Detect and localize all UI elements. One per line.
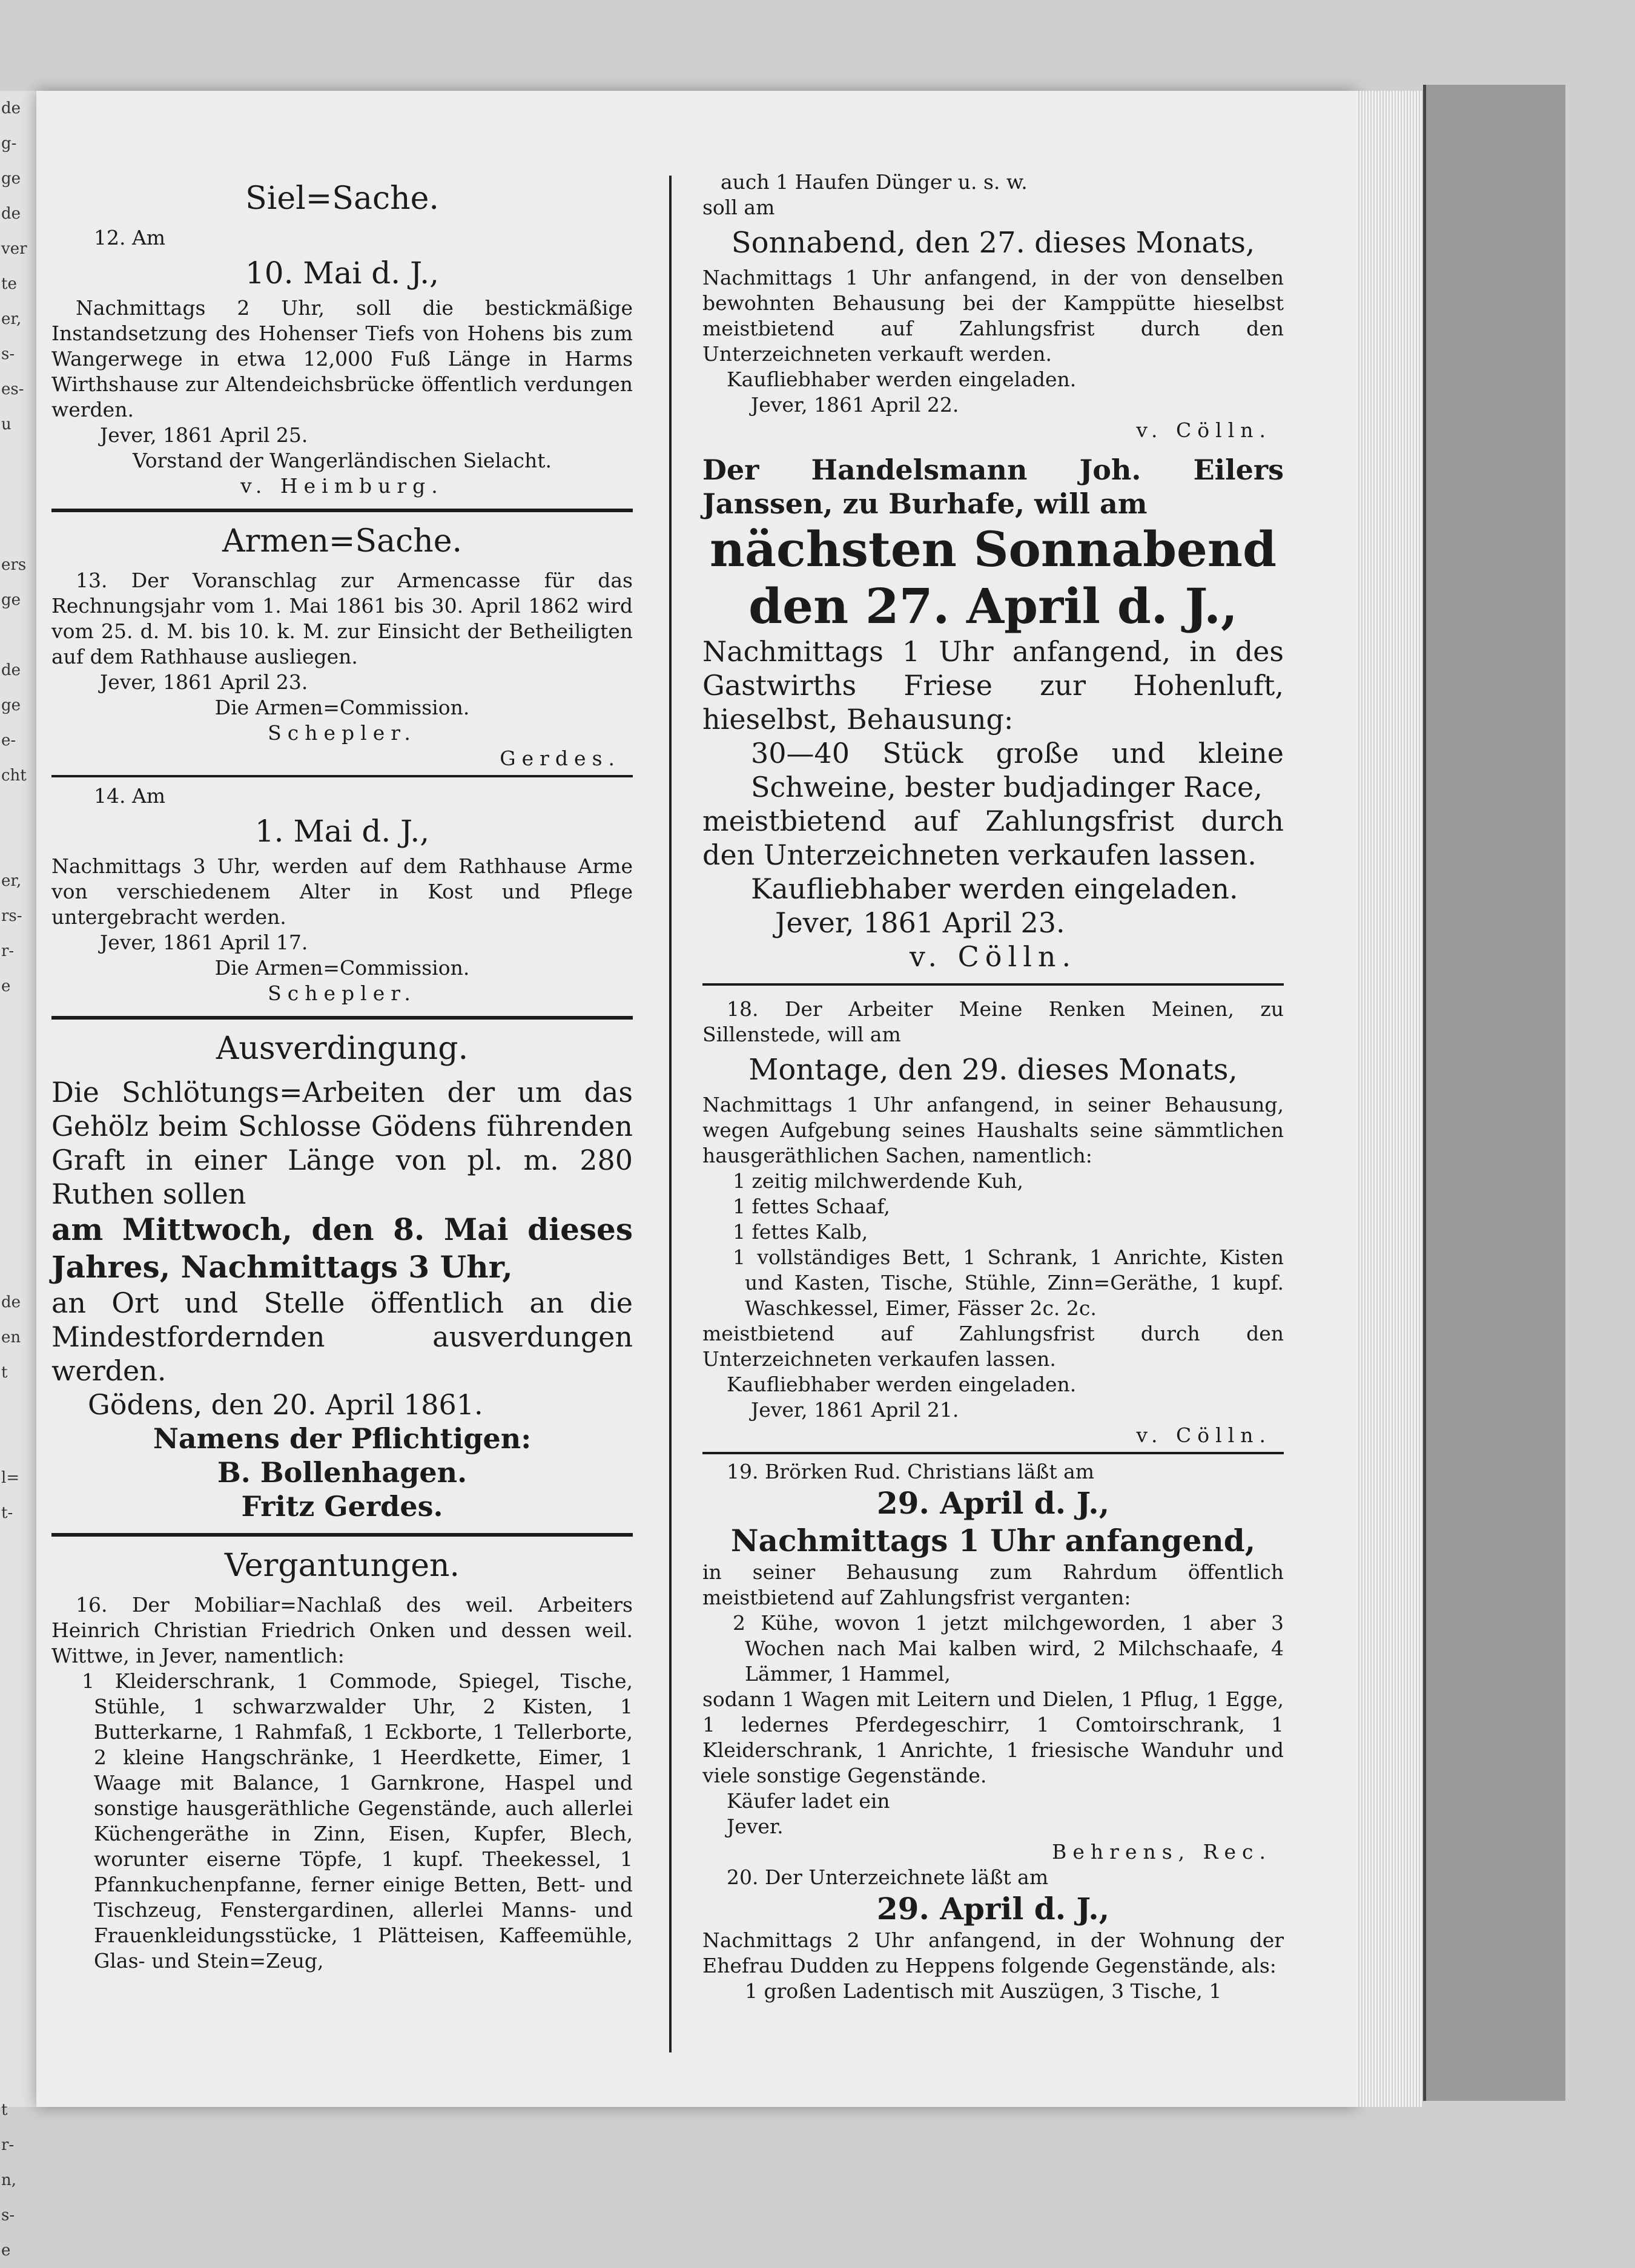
left-page-edge [0, 91, 38, 2260]
list-item: 1 vollständiges Bett, 1 Schrank, 1 Anrichte, Kisten und Kasten, Tische, Stühle, Zinn=Geräthe, 1 kupf. Waschkessel, Eimer, Fässer 2c. 2c. [733, 1245, 1284, 1320]
notice-text: 19. Brörken Rud. Christians läßt am [727, 1460, 1095, 1483]
margin-fragment: cht [1, 766, 27, 785]
margin-fragment: e [1, 977, 11, 995]
notice-text: 30—40 Stück große und kleine Schweine, bester budjadinger Race, [751, 737, 1284, 803]
place-date: Jever, 1861 April 21. [751, 1398, 959, 1422]
organisation: Die Armen=Commission. [214, 696, 470, 719]
margin-fragment: r- [1, 942, 15, 960]
margin-fragment [0, 1636, 36, 1671]
notice-date: Sonnabend, den 27. dieses Monats, [731, 226, 1255, 260]
margin-fragment [0, 1390, 36, 1425]
signer: v. Heimburg. [240, 474, 444, 498]
signer: v. Cölln. [1136, 1423, 1272, 1447]
notice-date: am Mittwoch, den 8. Mai dieses Jahres, Nachmittags 3 Uhr, [51, 1211, 633, 1285]
siel-notice [51, 180, 633, 499]
margin-fragment: ver [1, 240, 27, 258]
margin-fragment: t- [1, 1504, 13, 1522]
margin-fragment [0, 1039, 36, 1074]
margin-fragment [0, 1987, 36, 2022]
notice-text: Nachmittags 3 Uhr, werden auf dem Rathhause Arme von verschiedenem Alter in Kost und Pflege untergebracht werden. [51, 854, 633, 929]
notice-text: meistbietend auf Zahlungsfrist durch den Unterzeichneten verkaufen lassen. [702, 805, 1284, 871]
christians-notice [702, 1459, 1284, 1865]
margin-fragment [0, 1847, 36, 1882]
margin-fragment [0, 1004, 36, 1039]
margin-fragment: n, [1, 2171, 17, 2189]
notice-text: soll am [702, 196, 775, 219]
place: Jever. [727, 1815, 784, 1838]
place-date: Jever, 1861 April 23. [100, 670, 308, 694]
meinen-notice [702, 997, 1284, 1448]
place-date: Jever, 1861 April 25. [100, 423, 308, 447]
section-rule [702, 983, 1284, 986]
margin-fragment [0, 2057, 36, 2092]
notice-text: Nachmittags 2 Uhr anfangend, in der Wohnung der Ehefrau Dudden zu Heppens folgende Gegenstände, als: [702, 1928, 1284, 1977]
notice-text: in seiner Behausung zum Rahrdum öffentlich meistbietend auf Zahlungsfrist verganten: [702, 1560, 1284, 1609]
place-date: Jever, 1861 April 17. [100, 931, 308, 954]
notice-text: 13. Der Voranschlag zur Armencasse für das Rechnungsjahr vom 1. Mai 1861 bis 30. April 1862 wird vom 25. d. M. bis 10. k. M. zur Einsicht der Betheiligten auf dem Rathhause ausliegen. [51, 569, 633, 668]
place-date: Gödens, den 20. April 1861. [88, 1388, 483, 1421]
notice-number: 14. Am [94, 784, 166, 808]
invitation: Käufer ladet ein [727, 1789, 890, 1813]
notice-text: meistbietend auf Zahlungsfrist durch den Unterzeichneten verkaufen lassen. [702, 1322, 1284, 1371]
section-rule [51, 509, 633, 512]
organisation: Namens der Pflichtigen: [153, 1422, 532, 1455]
signer: B. Bollenhagen. [217, 1456, 467, 1489]
invitation: Kaufliebhaber werden eingeladen. [727, 1373, 1077, 1396]
invitation: Kaufliebhaber werden eingeladen. [751, 872, 1238, 905]
notice-text: Nachmittags 1 Uhr anfangend, in seiner Behausung, wegen Aufgebung seines Haushalts seine sämmtlichen hausgeräthlichen Sachen, namentlich: [702, 1093, 1284, 1167]
margin-fragment [0, 1671, 36, 1706]
section-title: Vergantungen. [224, 1548, 460, 1584]
notice-text: 18. Der Arbeiter Meine Renken Meinen, zu Sillenstede, will am [702, 997, 1284, 1046]
notice-date: nächsten Sonnabend [709, 521, 1277, 578]
notice-text: Der Handelsmann Joh. Eilers Janssen, zu Burhafe, will am [702, 453, 1284, 520]
book-cover [1423, 85, 1565, 2101]
margin-fragment: t [1, 1363, 8, 1382]
margin-fragment: t [1, 2101, 8, 2119]
margin-fragment [0, 477, 36, 512]
notice-date: 10. Mai d. J., [245, 255, 440, 291]
margin-fragment: er, [1, 310, 22, 328]
margin-fragment: e- [1, 731, 16, 750]
section-title: Armen=Sache. [222, 523, 463, 559]
notice-text: an Ort und Stelle öffentlich an die Mindestfordernden ausverdungen werden. [51, 1287, 633, 1387]
item-list: 1 Kleiderschrank, 1 Commode, Spiegel, Tische, Stühle, 1 schwarzwalder Uhr, 2 Kisten, 1 Butterkarne, 1 Rahmfaß, 1 Eckborte, 1 Tellerborte, 2 kleine Hangschränke, 1 Heerdkette, Eimer, 1 Waage mit Balance, 1 Garnkrone, Haspel und sonstige hausgeräthliche Gegenstände, auch allerlei Küchengeräthe in Zinn, Eisen, Kupfer, Blech, worunter eiserne Töpfe, 1 kupf. Theekessel, 1 Pfannkuchenpfanne, ferner einige Betten, Bett- und Tischzeug, Fenstergardinen, allerlei Manns- und Frauenkleidungsstücke, 1 Plätteisen, Kaffeemühle, Glas- und Stein=Zeug, [82, 1669, 633, 1973]
margin-fragment [0, 618, 36, 653]
margin-fragment: ge [1, 170, 21, 188]
margin-fragment [0, 1074, 36, 1109]
eilers-notice [702, 453, 1284, 974]
notice-date: 29. April d. J., [876, 1891, 1110, 1927]
margin-fragment: s- [1, 345, 15, 363]
notice-text: Nachmittags 1 Uhr anfangend, in der von denselben bewohnten Behausung bei der Kamppütte hieselbst meistbietend auf Zahlungsfrist durch den Unterzeichneten verkauft werden. [702, 266, 1284, 366]
margin-fragment: u [1, 415, 12, 433]
margin-fragment: rs- [1, 907, 22, 925]
notice-text: 16. Der Mobiliar=Nachlaß des weil. Arbeiters Heinrich Christian Friedrich Onken und dessen weil. Wittwe, in Jever, namentlich: [51, 1593, 633, 1667]
notice-text: auch 1 Haufen Dünger u. s. w. [721, 170, 1028, 194]
margin-fragment [0, 1811, 36, 1847]
margin-fragment [0, 1250, 36, 1285]
margin-fragment [0, 1425, 36, 1460]
margin-fragment: ge [1, 696, 21, 714]
place-date: Jever, 1861 April 22. [751, 393, 959, 417]
left-column [51, 170, 633, 1974]
margin-fragment: de [1, 1293, 21, 1311]
right-column [702, 170, 1284, 2004]
margin-fragment: ge [1, 591, 21, 609]
margin-fragment [0, 1215, 36, 1250]
margin-fragment [0, 442, 36, 477]
place-date: Jever, 1861 April 23. [775, 906, 1065, 939]
margin-fragment: l= [1, 1469, 20, 1487]
ausverdingung-notice [51, 1030, 633, 1523]
section-rule [51, 1533, 633, 1537]
list-item: 1 fettes Kalb, [733, 1220, 868, 1244]
organisation: Vorstand der Wangerländischen Sielacht. [132, 449, 552, 472]
margin-fragment: de [1, 205, 21, 223]
signer: Schepler. [268, 981, 417, 1005]
page-edges [1356, 91, 1423, 2107]
section-title: Siel=Sache. [245, 180, 439, 217]
notice-text: 1 großen Ladentisch mit Auszügen, 3 Tische, 1 [745, 1979, 1222, 2003]
armen-notice-2 [51, 783, 633, 1006]
list-item: 1 zeitig milchwerdende Kuh, [733, 1169, 1024, 1193]
section-title: Ausverdingung. [216, 1030, 469, 1067]
notice-date: Montage, den 29. dieses Monats, [748, 1053, 1238, 1087]
signer: v. Cölln. [1136, 418, 1272, 442]
margin-fragment [0, 1952, 36, 1987]
notice-number: 12. Am [94, 226, 166, 249]
organisation: Die Armen=Commission. [214, 956, 470, 980]
dudden-notice [702, 1865, 1284, 2004]
signer: Gerdes. [500, 747, 621, 770]
margin-fragment: es- [1, 380, 24, 398]
signer: Schepler. [268, 721, 417, 745]
signer: v. Cölln. [909, 940, 1077, 973]
signer: Fritz Gerdes. [241, 1490, 443, 1523]
notice-text: Nachmittags 1 Uhr anfangend, in des Gastwirths Friese zur Hohenluft, hieselbst, Behausung: [702, 635, 1284, 736]
section-rule [702, 1452, 1284, 1454]
margin-fragment [0, 1566, 36, 1601]
margin-fragment [0, 1144, 36, 1179]
margin-fragment [0, 828, 36, 863]
notice-text: Nachmittags 2 Uhr, soll die bestickmäßige Instandsetzung des Hohenser Tiefs von Hohens bis zum Wangerwege in etwa 12,000 Fuß Länge in Harms Wirthshause zur Altendeichsbrücke öffentlich verdungen werden. [51, 296, 633, 421]
vergantungen-notice [51, 1548, 633, 1974]
margin-fragment: r- [1, 2136, 15, 2154]
continued-notice [702, 170, 1284, 443]
notice-text: 20. Der Unterzeichnete läßt am [727, 1865, 1049, 1889]
margin-fragment [0, 1109, 36, 1144]
margin-fragment [0, 1741, 36, 1776]
margin-fragment [0, 1601, 36, 1636]
notice-date: 29. April d. J., [876, 1485, 1110, 1521]
margin-fragment: er, [1, 872, 22, 890]
margin-fragment [0, 1776, 36, 1811]
margin-fragment: te [1, 275, 17, 293]
margin-fragment [0, 1706, 36, 1741]
column-divider [669, 176, 672, 2052]
notice-time: Nachmittags 1 Uhr anfangend, [730, 1523, 1256, 1558]
margin-fragment: ers [1, 556, 27, 574]
notice-text: Die Schlötungs=Arbeiten der um das Gehölz beim Schlosse Gödens führenden Graft in einer Länge von pl. m. 280 Ruthen sollen [51, 1076, 633, 1210]
margin-fragment [0, 793, 36, 828]
margin-fragment: s- [1, 2206, 15, 2224]
margin-fragment [0, 2022, 36, 2057]
margin-fragment: de [1, 99, 21, 117]
margin-fragment [0, 512, 36, 547]
armen-notice [51, 523, 633, 771]
margin-fragment: g- [1, 134, 17, 153]
section-rule [51, 1016, 633, 1020]
list-item: 1 fettes Schaaf, [733, 1195, 890, 1218]
item-list: 2 Kühe, wovon 1 jetzt milchgeworden, 1 aber 3 Wochen nach Mai kalben wird, 2 Milchschaafe, 4 Lämmer, 1 Hammel, [733, 1611, 1284, 1686]
margin-fragment [0, 1531, 36, 1566]
signer: Behrens, Rec. [1052, 1840, 1272, 1864]
margin-fragment [0, 1882, 36, 1917]
notice-date: den 27. April d. J., [748, 578, 1238, 635]
notice-text: sodann 1 Wagen mit Leitern und Dielen, 1 Pflug, 1 Egge, 1 ledernes Pferdegeschirr, 1 Comtoirschrank, 1 Kleiderschrank, 1 Anrichte, 1 friesische Wanduhr und viele sonstige Gegenstände. [702, 1687, 1284, 1787]
margin-fragment [0, 1179, 36, 1215]
invitation: Kaufliebhaber werden eingeladen. [727, 368, 1077, 391]
notice-date: 1. Mai d. J., [254, 814, 430, 849]
margin-fragment: de [1, 661, 21, 679]
section-rule [51, 775, 633, 777]
margin-fragment: e [1, 2241, 11, 2260]
margin-fragment [0, 1917, 36, 1952]
margin-fragment: en [1, 1328, 21, 1347]
